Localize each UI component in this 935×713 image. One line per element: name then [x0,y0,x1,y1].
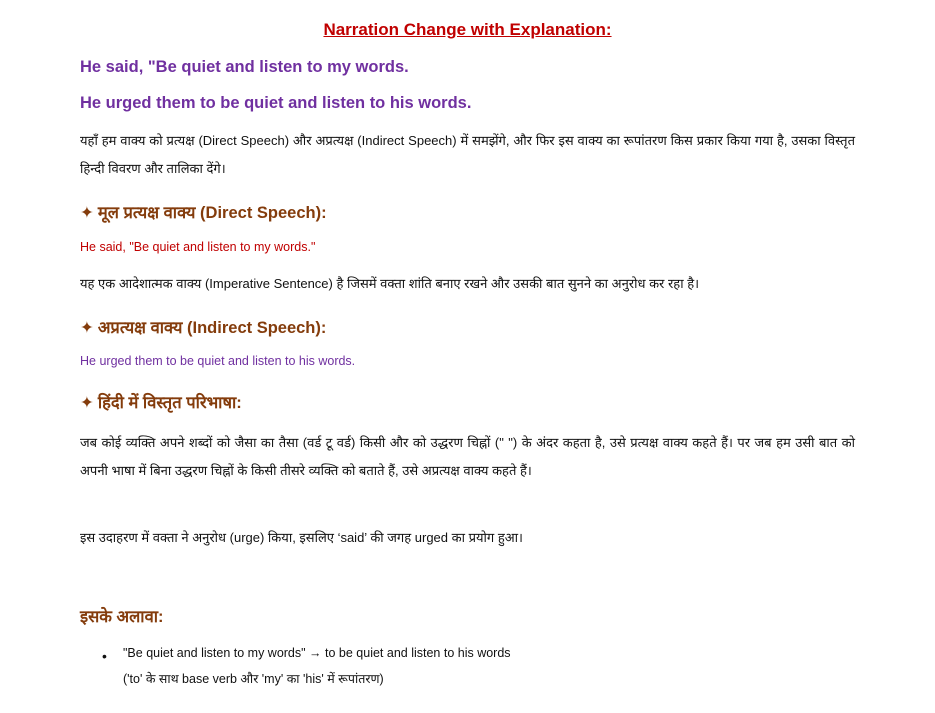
bullet-icon: • [102,648,107,664]
intro-paragraph: यहाँ हम वाक्य को प्रत्यक्ष (Direct Speech) और अप्रत्यक्ष (Indirect Speech) में समझेंगे, और फिर इस वाक्य का रूपांतरण किस प्रकार किया गया है, उसका विस्तृत हिन्दी विवरण और तालिका देंगे। [80,133,855,176]
star-icon: ✦ [80,319,94,337]
urge-note: इस उदाहरण में वक्ता ने अनुरोध (urge) किया, इसलिए ‘said’ की जगह urged का प्रयोग हुआ। [80,530,523,545]
definition-heading-text: हिंदी में विस्तृत परिभाषा: [97,394,242,412]
direct-sentence: He said, "Be quiet and listen to my words. [80,58,409,76]
direct-speech-explanation: यह एक आदेशात्मक वाक्य (Imperative Sentence) है जिसमें वक्ता शांति बनाए रखने और उसकी बात सुनने का अनुरोध कर रहा है। [80,276,700,291]
star-icon: ✦ [80,394,94,412]
definition-heading [80,390,242,413]
direct-speech-heading [80,200,327,223]
bullet-line-2: ('to' के साथ base verb और 'my' का 'his' में रूपांतरण) [123,672,384,686]
bullet-line-1: "Be quiet and listen to my words" → to be quiet and listen to his words [123,646,511,660]
indirect-speech-heading-text: अप्रत्यक्ष वाक्य (Indirect Speech): [97,319,327,337]
indirect-speech-example: He urged them to be quiet and listen to his words. [80,354,356,368]
definition-paragraph: जब कोई व्यक्ति अपने शब्दों को जैसा का तैसा (वर्ड टू वर्ड) किसी और को उद्धरण चिह्नों (" ") के अंदर कहता है, उसे प्रत्यक्ष वाक्य कहते हैं। पर जब हम उसी बात को अपनी भाषा में बिना उद्धरण चिह्नों के किसी तीसरे व्यक्ति को बताते हैं, उसे अप्रत्यक्ष वाक्य कहते हैं। [80,435,855,478]
star-icon: ✦ [80,204,94,222]
page-title: Narration Change with Explanation: [323,20,612,39]
indirect-speech-heading [80,315,326,338]
direct-speech-example: He said, "Be quiet and listen to my words." [80,240,316,254]
indirect-sentence: He urged them to be quiet and listen to his words. [80,94,472,112]
additional-heading: इसके अलावा: [80,608,164,626]
direct-speech-heading-text: मूल प्रत्यक्ष वाक्य (Direct Speech): [97,204,327,222]
